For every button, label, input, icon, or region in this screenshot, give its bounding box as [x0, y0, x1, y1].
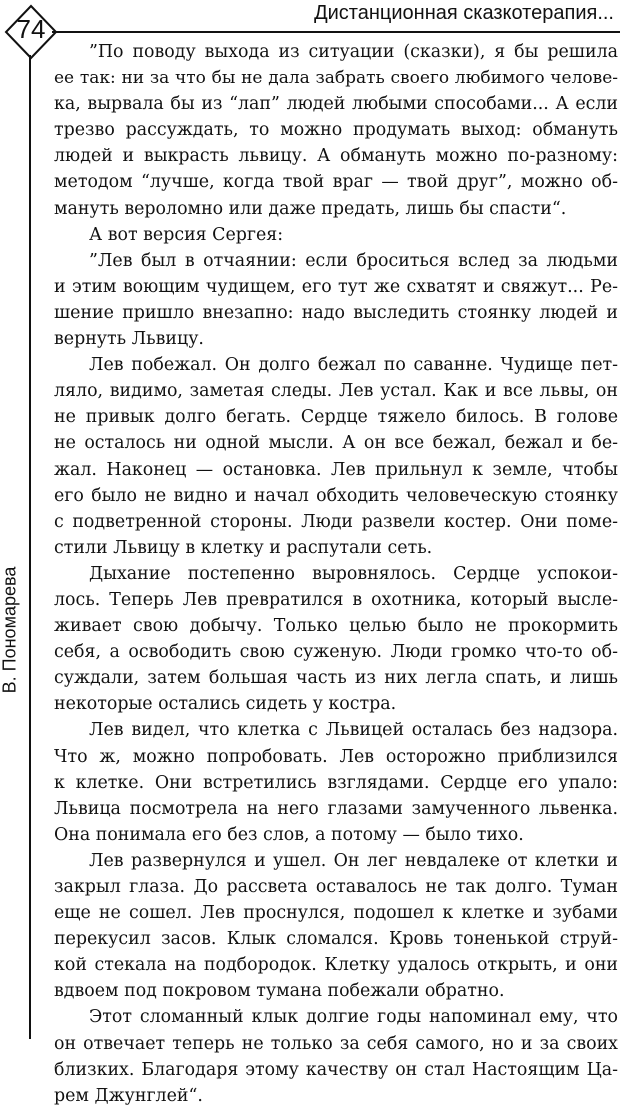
text-line: Лев побежал. Он долго бежал по саванне. Чудище пет- [89, 355, 618, 376]
text-line: его было не видно и начал обходить человеческую стоянку [54, 485, 618, 506]
side-rule [29, 55, 31, 1039]
text-line: Дыхание постепенно выровнялось. Сердце успокои- [89, 563, 618, 584]
text-line: не осталось ни одной мысли. А он все бежал, бежал и бе- [54, 433, 618, 454]
text-line: ”Лев был в отчаянии: если броситься вслед за людьми [89, 250, 618, 271]
text-line: Лев развернулся и ушел. Он лег невдалеке от клетки и [89, 850, 618, 871]
text-line: лось. Теперь Лев превратился в охотника, который высле- [54, 589, 618, 610]
text-line: трезво рассуждать, то можно продумать выход: обмануть [54, 120, 618, 141]
text-line: вдвоем под покровом тумана побежали обратно. [54, 981, 505, 1002]
text-line: к клетке. Они встретились взглядами. Сердце его упало: [54, 772, 618, 793]
text-line: Этот сломанный клык долгие годы напоминал ему, что [89, 1007, 618, 1028]
text-line: Что ж, можно попробовать. Лев осторожно приблизился [54, 746, 618, 767]
text-line: вернуть Львицу. [54, 329, 204, 350]
text-line: и этим воющим чудищем, его тут же схватят и свяжут... Ре- [54, 276, 618, 297]
text-line: рем Джунглей“. [54, 1085, 203, 1106]
text-line: стили Львицу в клетку и распутали сеть. [54, 537, 433, 558]
text-line: суждали, затем большая часть из них легла спать, и лишь [54, 668, 618, 689]
text-line: некоторые остались сидеть у костра. [54, 694, 397, 715]
text-line: кой стекала на подбородок. Клетку удалось открыть, и они [54, 955, 618, 976]
header-rule [52, 31, 620, 33]
text-line: методом “лучше, когда твой враг — твой друг”, можно об- [54, 172, 618, 193]
text-line: жал. Наконец — остановка. Лев прильнул к земле, чтобы [54, 459, 618, 480]
text-line: ”По поводу выхода из ситуации (сказки), я бы решила [89, 42, 618, 62]
text-line: А вот версия Сергея: [89, 224, 284, 245]
author-name: В. Пономарева [0, 566, 20, 694]
text-line: близких. Благодаря этому качеству он стал Настоящим Ца- [54, 1059, 618, 1080]
text-line: Львица посмотрела на него глазами замученного львенка. [54, 798, 618, 819]
text-line: людей и выкрасть львицу. А обмануть можно по-разному: [54, 146, 618, 167]
text-line: не привык долго бегать. Сердце тяжело билось. В голове [54, 407, 618, 428]
text-line: мануть вероломно или даже предать, лишь бы спасти“. [54, 198, 567, 219]
text-line: живает свою добычу. Только целью было не прокормить [54, 616, 618, 637]
text-line: Она понимала его без слов, а потому — было тихо. [54, 824, 524, 845]
text-line: ее так: ни за что бы не дала забрать своего любимого челове- [54, 68, 618, 89]
text-line: себя, а освободить свою суженую. Люди громко что-то об- [54, 642, 618, 663]
text-line: Лев видел, что клетка с Львицей осталась без надзора. [89, 720, 618, 741]
text-line: он отвечает теперь не только за себя самого, но и за своих [54, 1033, 618, 1054]
page-number: 74 [16, 14, 46, 44]
text-line: перекусил засов. Клык сломался. Кровь тоненькой струй- [54, 929, 618, 950]
text-line: шение пришло внезапно: надо выследить стоянку людей и [54, 302, 618, 323]
text-line: закрыл глаза. До рассвета оставалось не так долго. Туман [54, 877, 618, 897]
running-title: Дистанционная сказкотерапия... [314, 2, 614, 24]
text-line: ка, вырвала бы из “лап” людей любыми способами... А если [54, 94, 618, 115]
body-text [54, 39, 618, 1109]
text-line: ляло, видимо, заметая следы. Лев устал. Как и все львы, он [54, 381, 618, 402]
text-line: еще не сошел. Лев проснулся, подошел к клетке и зубами [54, 903, 618, 924]
text-line: с подветренной стороны. Люди развели костер. Они помe- [54, 511, 618, 532]
